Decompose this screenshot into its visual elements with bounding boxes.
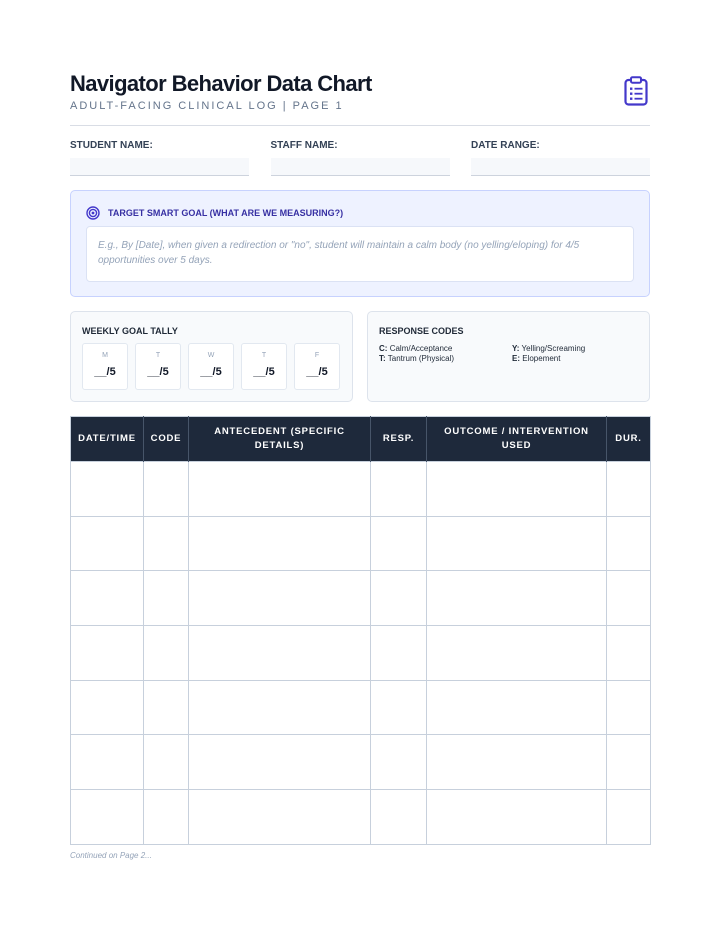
table-cell[interactable] (371, 735, 427, 790)
table-cell[interactable] (607, 571, 651, 626)
response-codes-panel (367, 311, 650, 402)
table-cell[interactable] (607, 790, 651, 845)
student-name-field (70, 140, 249, 176)
column-header-date-time: DATE/TIME (71, 417, 144, 462)
weekly-tally-title: WEEKLY GOAL TALLY (82, 326, 178, 336)
page-title: Navigator Behavior Data Chart (70, 71, 372, 96)
day-score: __/5 (200, 366, 222, 378)
smart-goal-textarea[interactable]: E.g., By [Date], when given a redirection or "no", student will maintain a calm body (no yelling/eloping) for 4/5 opportunities over 5 days. (86, 226, 634, 282)
code-key: Y: (512, 344, 520, 353)
column-header-duration: DUR. (607, 417, 651, 462)
day-score: __/5 (147, 366, 169, 378)
code-key: E: (512, 354, 520, 363)
table-cell[interactable] (71, 571, 144, 626)
table-cell[interactable] (189, 516, 371, 571)
code-item (379, 354, 512, 364)
staff-name-field (271, 140, 450, 176)
table-cell[interactable] (144, 735, 189, 790)
table-cell[interactable] (371, 626, 427, 681)
table-cell[interactable] (71, 790, 144, 845)
student-name-label: STUDENT NAME: (70, 140, 153, 151)
table-cell[interactable] (71, 735, 144, 790)
staff-name-label: STAFF NAME: (270, 140, 338, 151)
table-cell[interactable] (371, 790, 427, 845)
column-header-response: RESP. (371, 417, 427, 462)
smart-goal-panel (70, 190, 650, 297)
table-cell[interactable] (371, 462, 427, 517)
table-row (71, 571, 651, 626)
clipboard-list-icon (624, 76, 648, 106)
date-range-label: DATE RANGE: (471, 140, 540, 151)
response-codes-list (379, 344, 644, 364)
tally-day-friday[interactable] (294, 343, 340, 390)
tally-day-tuesday[interactable] (135, 343, 181, 390)
day-label: T (261, 352, 267, 359)
page-header (70, 70, 650, 126)
table-cell[interactable] (427, 462, 607, 517)
table-cell[interactable] (427, 626, 607, 681)
day-label: F (314, 352, 320, 359)
table-cell[interactable] (607, 516, 651, 571)
table-row (71, 516, 651, 571)
table-cell[interactable] (144, 680, 189, 735)
table-cell[interactable] (427, 790, 607, 845)
table-cell[interactable] (144, 571, 189, 626)
table-cell[interactable] (189, 571, 371, 626)
table-cell[interactable] (607, 626, 651, 681)
column-header-code: CODE (144, 417, 189, 462)
table-cell[interactable] (189, 462, 371, 517)
target-icon (86, 206, 100, 220)
date-range-input[interactable] (471, 158, 650, 176)
day-score: __/5 (94, 366, 116, 378)
table-cell[interactable] (144, 626, 189, 681)
table-cell[interactable] (371, 516, 427, 571)
smart-goal-header (86, 206, 343, 220)
code-text: Elopement (522, 354, 561, 363)
table-cell[interactable] (427, 735, 607, 790)
tally-day-monday[interactable] (82, 343, 128, 390)
table-cell[interactable] (371, 571, 427, 626)
code-item (379, 344, 512, 354)
table-cell[interactable] (189, 735, 371, 790)
code-text: Tantrum (Physical) (387, 354, 454, 363)
day-label: W (207, 352, 215, 359)
table-header-row (71, 417, 651, 462)
smart-goal-title: TARGET SMART GOAL (WHAT ARE WE MEASURING?) (108, 208, 344, 218)
table-cell[interactable] (189, 626, 371, 681)
table-cell[interactable] (189, 790, 371, 845)
tally-day-thursday[interactable] (241, 343, 287, 390)
column-header-outcome: OUTCOME / INTERVENTION USED (427, 417, 607, 462)
date-range-field (471, 140, 650, 176)
table-row (71, 790, 651, 845)
table-cell[interactable] (607, 680, 651, 735)
code-item (512, 344, 644, 354)
table-row (71, 735, 651, 790)
table-cell[interactable] (607, 462, 651, 517)
code-key: C: (379, 344, 388, 353)
code-key: T: (379, 354, 386, 363)
table-cell[interactable] (189, 680, 371, 735)
table-cell[interactable] (144, 462, 189, 517)
code-text: Yelling/Screaming (521, 344, 586, 353)
staff-name-input[interactable] (271, 158, 450, 176)
tally-days (82, 343, 347, 390)
table-cell[interactable] (71, 680, 144, 735)
table-cell[interactable] (71, 626, 144, 681)
code-item (512, 354, 644, 364)
table-row (71, 626, 651, 681)
info-fields (70, 140, 650, 176)
table-cell[interactable] (144, 790, 189, 845)
table-cell[interactable] (71, 516, 144, 571)
table-cell[interactable] (607, 735, 651, 790)
page-subtitle: ADULT-FACING CLINICAL LOG | PAGE 1 (70, 100, 344, 112)
page-footer: Continued on Page 2... (70, 851, 152, 860)
weekly-tally-panel (70, 311, 353, 402)
day-score: __/5 (306, 366, 328, 378)
tally-day-wednesday[interactable] (188, 343, 234, 390)
code-text: Calm/Acceptance (389, 344, 453, 353)
day-label: M (102, 352, 108, 359)
table-cell[interactable] (427, 516, 607, 571)
column-header-antecedent: ANTECEDENT (SPECIFIC DETAILS) (189, 417, 371, 462)
behavior-log-table (70, 416, 651, 845)
table-row (71, 680, 651, 735)
table-cell[interactable] (427, 571, 607, 626)
table-cell[interactable] (371, 680, 427, 735)
response-codes-title: RESPONSE CODES (379, 326, 464, 336)
table-cell[interactable] (144, 516, 189, 571)
table-cell[interactable] (71, 462, 144, 517)
table-row (71, 462, 651, 517)
student-name-input[interactable] (70, 158, 249, 176)
day-label: T (155, 352, 161, 359)
day-score: __/5 (253, 366, 275, 378)
table-cell[interactable] (427, 680, 607, 735)
